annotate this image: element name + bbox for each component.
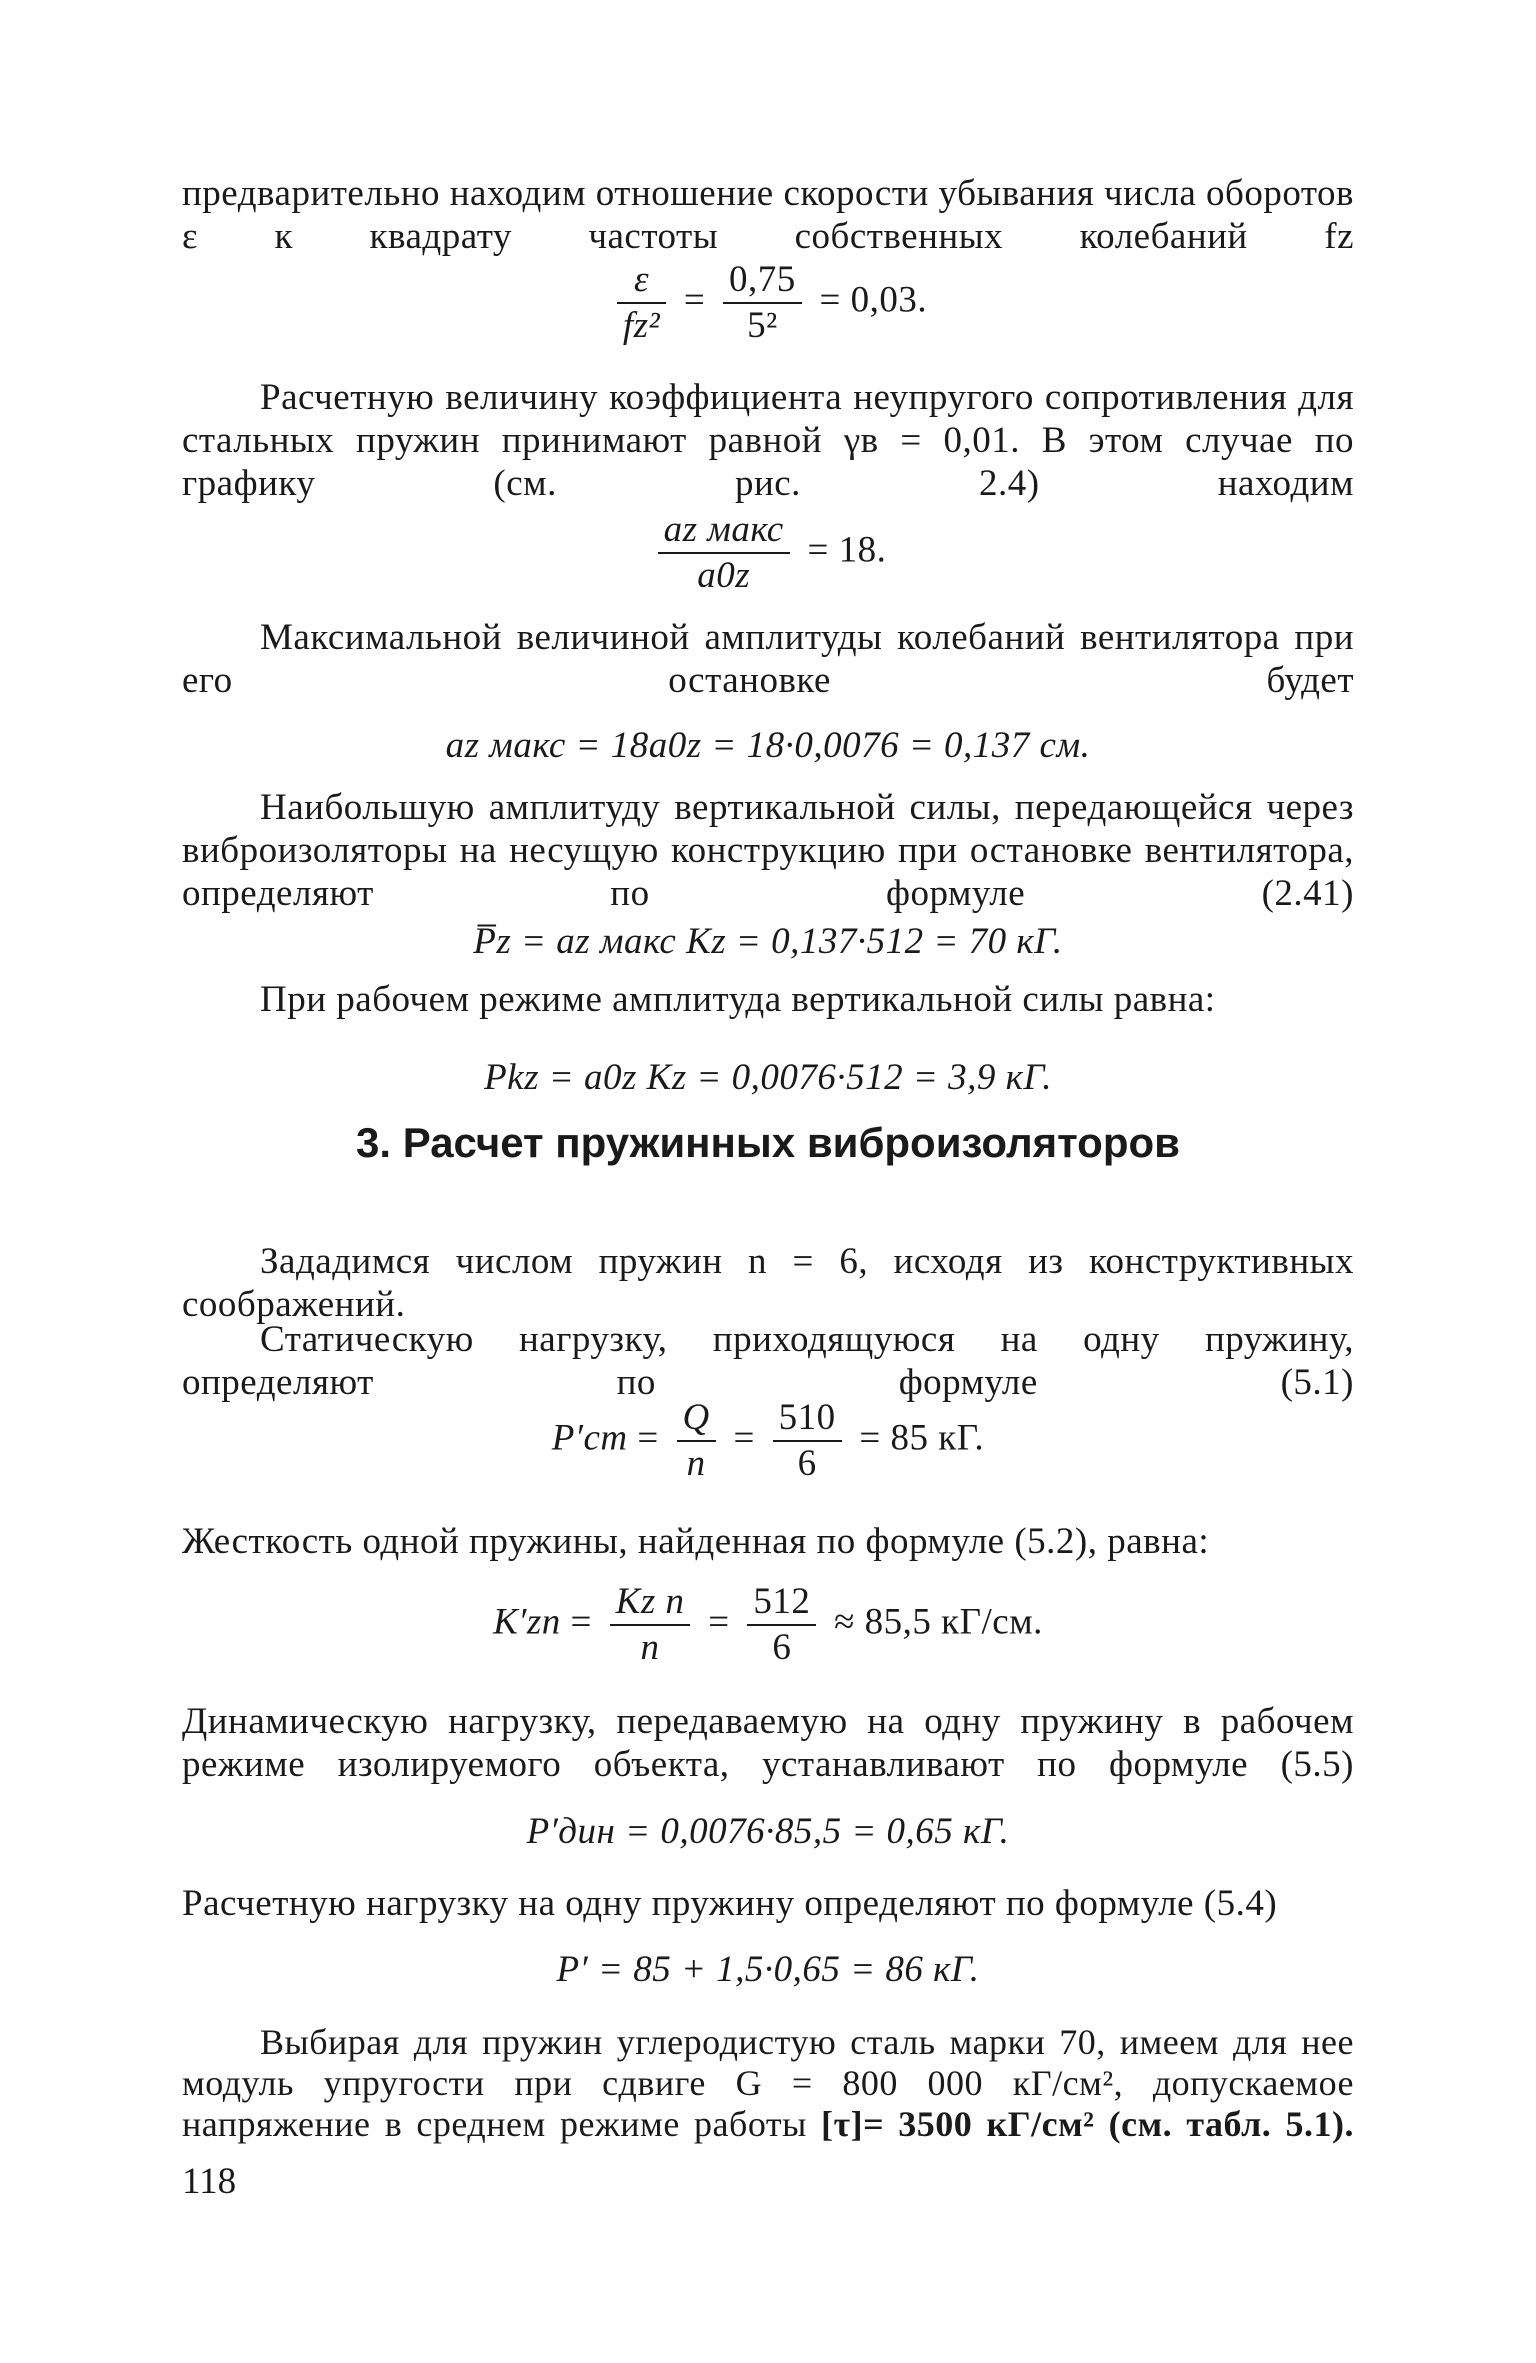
equals: = (683, 279, 706, 321)
fraction-value (723, 258, 802, 348)
equals: = (637, 1417, 659, 1459)
formula-dynamic-load: P′дин = 0,0076·85,5 = 0,65 кГ. (526, 1811, 1010, 1852)
result: = 0,03. (819, 279, 928, 321)
fraction-eps-over-fz (617, 258, 666, 348)
paragraph-dynamic-load: Динамическую нагрузку, передаваемую на одну пружину в рабочем режиме изолируемого объекта, устанавливают по формуле (5.5) (182, 1701, 1354, 1785)
numerator: Kz п (615, 1581, 685, 1622)
numerator: 0,75 (729, 259, 796, 300)
fraction-512-over-6 (747, 1580, 816, 1670)
denominator: 6 (747, 1624, 816, 1670)
paragraph-spring-count: Зададимся числом пружин n = 6, исходя из конструктивных соображений. (182, 1241, 1354, 1325)
result: = 85 кГ. (859, 1417, 985, 1459)
fraction-510-over-6 (773, 1396, 842, 1486)
result: = 18. (807, 529, 887, 571)
paragraph-max-amplitude: Максимальной величиной амплитуды колебаний вентилятора при его остановке будет (182, 617, 1354, 701)
section-heading: 3. Расчет пружинных виброизоляторов (356, 1119, 1180, 1166)
equals: = (733, 1417, 755, 1459)
lhs: P′ст (551, 1417, 628, 1459)
paragraph-force-amplitude: Наибольшую амплитуду вертикальной силы, передающейся через виброизоляторы на несущую конструкцию при остановке вентилятора, определяют по формуле (2.41) (182, 787, 1354, 914)
paragraph-static-load: Статическую нагрузку, приходящуюся на одну пружину, определяют по формуле (5.1) (182, 1319, 1354, 1403)
denominator: a0z (658, 552, 790, 598)
denominator: n (610, 1624, 691, 1670)
formula-force-stop: P̅z = az макс Kz = 0,137·512 = 70 кГ. (473, 921, 1063, 962)
formula-stiffness (0, 1580, 1536, 1670)
paragraph-ratio-intro: предварительно находим отношение скорости убывания числа оборотов ε к квадрату частоты собственных колебаний fz (182, 173, 1354, 257)
fraction-kz-over-n (610, 1580, 691, 1670)
paragraph-working-mode: При рабочем режиме амплитуда вертикальной силы равна: (260, 979, 1216, 1020)
result: ≈ 85,5 кГ/см. (834, 1601, 1043, 1643)
formula-amplitude-ratio (0, 508, 1536, 598)
formula-design-load: P′ = 85 + 1,5·0,65 = 86 кГ. (556, 1949, 980, 1990)
denominator: fz² (617, 302, 666, 348)
allowable-stress: [τ]= 3500 кГ/см² (см. табл. 5.1). (821, 2104, 1354, 2144)
formula-force-working: Pkz = a0z Kz = 0,0076·512 = 3,9 кГ. (484, 1057, 1052, 1098)
numerator: az макс (663, 509, 784, 550)
fraction-amplitude (658, 508, 790, 598)
formula-ratio (0, 258, 1536, 348)
paragraph-damping: Расчетную величину коэффициента неупругого сопротивления для стальных пружин принимают равной γв = 0,01. В этом случае по графику (см. рис. 2.4) находим (182, 377, 1354, 504)
numerator: 512 (753, 1581, 811, 1622)
formula-static-load (0, 1396, 1536, 1486)
equals: = (708, 1601, 730, 1643)
numerator: Q (682, 1397, 710, 1438)
numerator: 510 (778, 1397, 836, 1438)
paragraph-stiffness: Жесткость одной пружины, найденная по формуле (5.2), равна: (182, 1521, 1210, 1562)
denominator: n (677, 1440, 716, 1486)
denominator: 5² (723, 302, 802, 348)
page-number: 118 (182, 2161, 237, 2202)
steel-text: Выбирая для пружин углеродистую сталь марки 70, имеем для нее модуль упругости при сдвиге G = 800 000 кГ/см², допускаемое напряжение в среднем режиме работы (182, 2022, 1354, 2144)
lhs: K′zп (493, 1601, 561, 1643)
paragraph-steel-choice (182, 2022, 1354, 2145)
paragraph-design-load: Расчетную нагрузку на одну пружину определяют по формуле (5.4) (182, 1883, 1278, 1924)
equals: = (570, 1601, 592, 1643)
formula-max-amplitude: az макс = 18a0z = 18·0,0076 = 0,137 см. (445, 725, 1091, 766)
fraction-q-over-n (677, 1396, 716, 1486)
denominator: 6 (773, 1440, 842, 1486)
numerator: ε (633, 259, 650, 300)
